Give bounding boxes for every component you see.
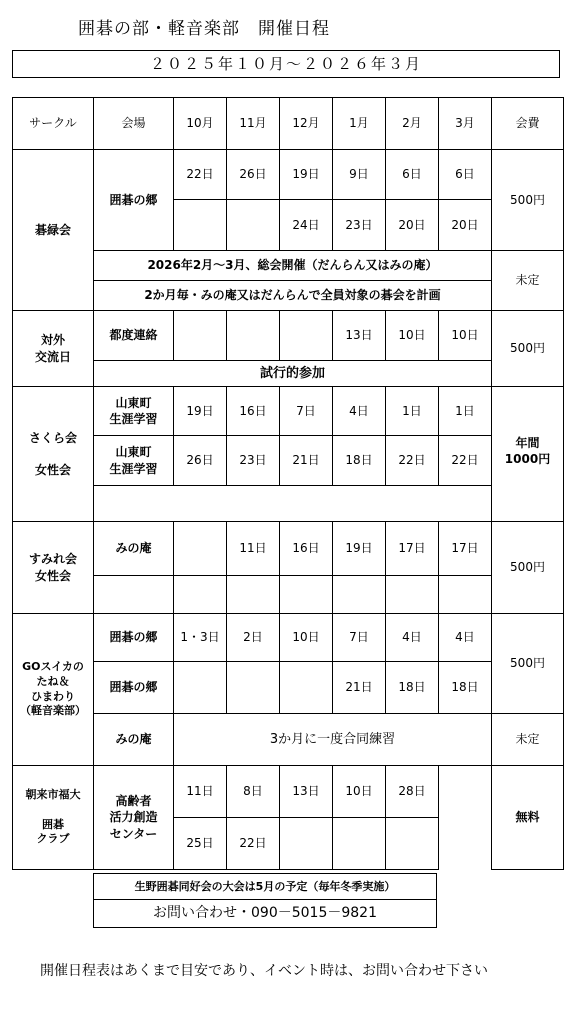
date-cell: 7日	[280, 387, 333, 436]
date-cell: 1日	[439, 387, 492, 436]
venue-cell: みの庵	[94, 522, 174, 576]
date-cell: 22日	[439, 436, 492, 486]
venue-cell: 囲碁の郷	[94, 150, 174, 251]
table-row	[13, 714, 564, 766]
date-cell: 18日	[439, 662, 492, 714]
date-cell: 19日	[174, 387, 227, 436]
table-row	[13, 486, 564, 522]
date-cell	[227, 200, 280, 251]
date-cell: 24日	[280, 200, 333, 251]
date-cell	[174, 311, 227, 361]
venue-cell: 囲碁の郷	[94, 614, 174, 662]
date-cell: 4日	[333, 387, 386, 436]
note-cell: 試行的参加	[94, 361, 492, 387]
date-cell	[280, 662, 333, 714]
table-row	[13, 576, 564, 614]
date-cell: 21日	[333, 662, 386, 714]
date-cell: 10日	[333, 766, 386, 818]
date-cell	[174, 200, 227, 251]
date-cell: 19日	[333, 522, 386, 576]
date-cell: 4日	[386, 614, 439, 662]
table-row	[13, 311, 564, 361]
venue-cell: みの庵	[94, 714, 174, 766]
header-circle: サークル	[13, 98, 94, 150]
disclaimer: 開催日程表はあくまで目安であり、イベント時は、お問い合わせ下さい	[40, 963, 488, 979]
date-cell: 10日	[439, 311, 492, 361]
date-cell	[174, 522, 227, 576]
date-cell: 17日	[439, 522, 492, 576]
header-month: 3月	[439, 98, 492, 150]
table-row	[13, 361, 564, 387]
date-cell: 22日	[386, 436, 439, 486]
venue-cell: 山東町 生涯学習	[94, 387, 174, 436]
header-fee: 会費	[492, 98, 564, 150]
date-cell: 13日	[333, 311, 386, 361]
note-cell: 2か月毎・みの庵又はだんらんで全員対象の碁会を計画	[94, 281, 492, 311]
empty-cell	[280, 576, 333, 614]
table-row	[13, 436, 564, 486]
note-cell: 2026年2月～3月、総会開催（だんらん又はみの庵）	[94, 251, 492, 281]
date-cell: 21日	[280, 436, 333, 486]
date-cell	[280, 818, 333, 870]
tournament-note: 生野囲碁同好会の大会は5月の予定（毎年冬季実施）	[93, 873, 437, 900]
date-cell: 8日	[227, 766, 280, 818]
table-row	[13, 150, 564, 200]
table-row	[13, 766, 564, 818]
date-cell: 23日	[227, 436, 280, 486]
date-cell: 20日	[386, 200, 439, 251]
fee-cell: 500円	[492, 150, 564, 251]
circle-name: 対外 交流日	[13, 311, 94, 387]
date-cell: 26日	[174, 436, 227, 486]
empty-cell	[94, 486, 492, 522]
circle-name: GOスイカの たね＆ ひまわり （軽音楽部）	[13, 614, 94, 766]
fee-cell: 500円	[492, 311, 564, 387]
venue-cell: 山東町 生涯学習	[94, 436, 174, 486]
date-cell	[386, 818, 439, 870]
date-cell: 28日	[386, 766, 439, 818]
date-cell: 4日	[439, 614, 492, 662]
date-cell: 16日	[227, 387, 280, 436]
empty-cell	[386, 576, 439, 614]
table-row	[13, 281, 564, 311]
date-cell	[174, 662, 227, 714]
date-cell: 11日	[227, 522, 280, 576]
header-month: 2月	[386, 98, 439, 150]
page-title: 囲碁の部・軽音楽部 開催日程	[78, 19, 330, 39]
venue-cell: 囲碁の郷	[94, 662, 174, 714]
date-cell: 2日	[227, 614, 280, 662]
table-row	[13, 387, 564, 436]
date-cell	[333, 818, 386, 870]
date-cell	[280, 311, 333, 361]
fee-cell: 未定	[492, 714, 564, 766]
date-cell: 6日	[386, 150, 439, 200]
date-cell: 19日	[280, 150, 333, 200]
empty-cell	[94, 576, 174, 614]
empty-cell	[439, 766, 492, 870]
date-cell: 1・3日	[174, 614, 227, 662]
empty-cell	[227, 576, 280, 614]
date-cell: 1日	[386, 387, 439, 436]
date-cell	[227, 311, 280, 361]
header-row	[13, 98, 564, 150]
empty-cell	[333, 576, 386, 614]
venue-cell: 都度連絡	[94, 311, 174, 361]
schedule-table	[12, 97, 564, 870]
note-cell: 3か月に一度合同練習	[174, 714, 492, 766]
header-month: 11月	[227, 98, 280, 150]
date-cell: 13日	[280, 766, 333, 818]
date-cell: 10日	[280, 614, 333, 662]
header-venue: 会場	[94, 98, 174, 150]
fee-cell: 500円	[492, 522, 564, 614]
contact-info: お問い合わせ・090－5015－9821	[93, 900, 437, 928]
empty-cell	[439, 576, 492, 614]
table-row	[13, 251, 564, 281]
date-cell: 18日	[386, 662, 439, 714]
fee-cell: 年間 1000円	[492, 387, 564, 522]
date-cell: 22日	[174, 150, 227, 200]
date-cell: 6日	[439, 150, 492, 200]
circle-name: 朝来市福大 囲碁 クラブ	[13, 766, 94, 870]
table-row	[13, 522, 564, 576]
fee-cell: 500円	[492, 614, 564, 714]
date-cell: 10日	[386, 311, 439, 361]
date-cell: 23日	[333, 200, 386, 251]
date-cell: 16日	[280, 522, 333, 576]
date-cell	[227, 662, 280, 714]
circle-name: さくら会 女性会	[13, 387, 94, 522]
header-month: 12月	[280, 98, 333, 150]
date-cell: 17日	[386, 522, 439, 576]
venue-cell: 高齢者 活力創造 センター	[94, 766, 174, 870]
date-cell: 25日	[174, 818, 227, 870]
date-cell: 26日	[227, 150, 280, 200]
fee-cell: 無料	[492, 766, 564, 870]
date-cell: 20日	[439, 200, 492, 251]
circle-name: すみれ会 女性会	[13, 522, 94, 614]
date-cell: 22日	[227, 818, 280, 870]
empty-cell	[174, 576, 227, 614]
date-cell: 9日	[333, 150, 386, 200]
date-cell: 11日	[174, 766, 227, 818]
fee-cell: 未定	[492, 251, 564, 311]
table-row	[13, 662, 564, 714]
circle-name: 碁緑会	[13, 150, 94, 311]
date-cell: 18日	[333, 436, 386, 486]
table-row	[13, 614, 564, 662]
header-month: 1月	[333, 98, 386, 150]
header-month: 10月	[174, 98, 227, 150]
date-cell: 7日	[333, 614, 386, 662]
schedule-period: ２０２５年１０月～２０２６年３月	[12, 50, 560, 78]
